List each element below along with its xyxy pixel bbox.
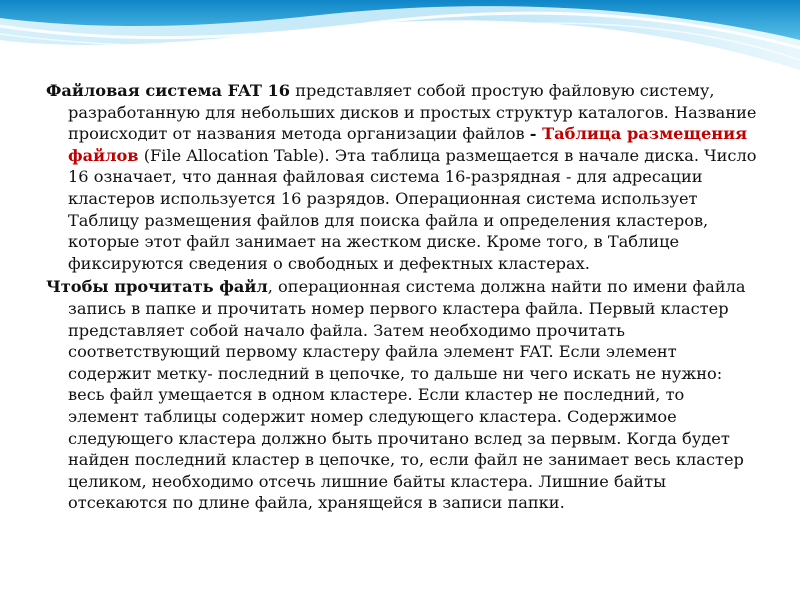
paragraph-read-file — [46, 276, 758, 514]
slide-body — [46, 80, 758, 516]
paragraph-text: представляет собой простую файловую систему, разработанную для небольших дисков и простых структур каталогов. Название происходит от названия метода организации файлов — [68, 81, 757, 144]
paragraph-text: , операционная система должна найти по имени файла запись в папке и прочитать номер первого кластера файла. Первый кластер представляет собой начало файла. Затем необходимо прочитать соответствующий первому кластеру файла элемент FAT. Если элемент содержит метку- последний в цепочке, то дальше ни чего искать не нужно: весь файл умещается в одном кластере. Если кластер не последний, то элемент таблицы содержит номер следующего кластера. Содержимое следующего кластера должно быть прочитано вслед за первым. Когда будет найден последний кластер в цепочке, то, если файл не занимает весь кластер целиком, необходимо отсечь лишние байты кластера. Лишние байты отсекаются по длине файла, хранящейся в записи папки. — [68, 277, 746, 513]
dash-separator: - — [529, 124, 543, 144]
paragraph-fat16 — [46, 80, 758, 274]
highlighted-term: Таблица размещения файлов — [68, 124, 748, 165]
paragraph-lead: Файловая система FAT 16 — [46, 81, 291, 100]
paragraph-text-continued: (File Allocation Table). Эта таблица размещается в начале диска. Число 16 означает, что данная файловая система 16-разрядная - для адресации кластеров используется 16 разрядов. Операционная система использует Таблицу размещения файлов для поиска файла и определения кластеров, которые этот файл занимает на жестком диске. Кроме того, в Таблице фиксируются сведения о свободных и дефектных кластерах. — [68, 145, 757, 273]
paragraph-lead: Чтобы прочитать файл — [46, 277, 268, 297]
